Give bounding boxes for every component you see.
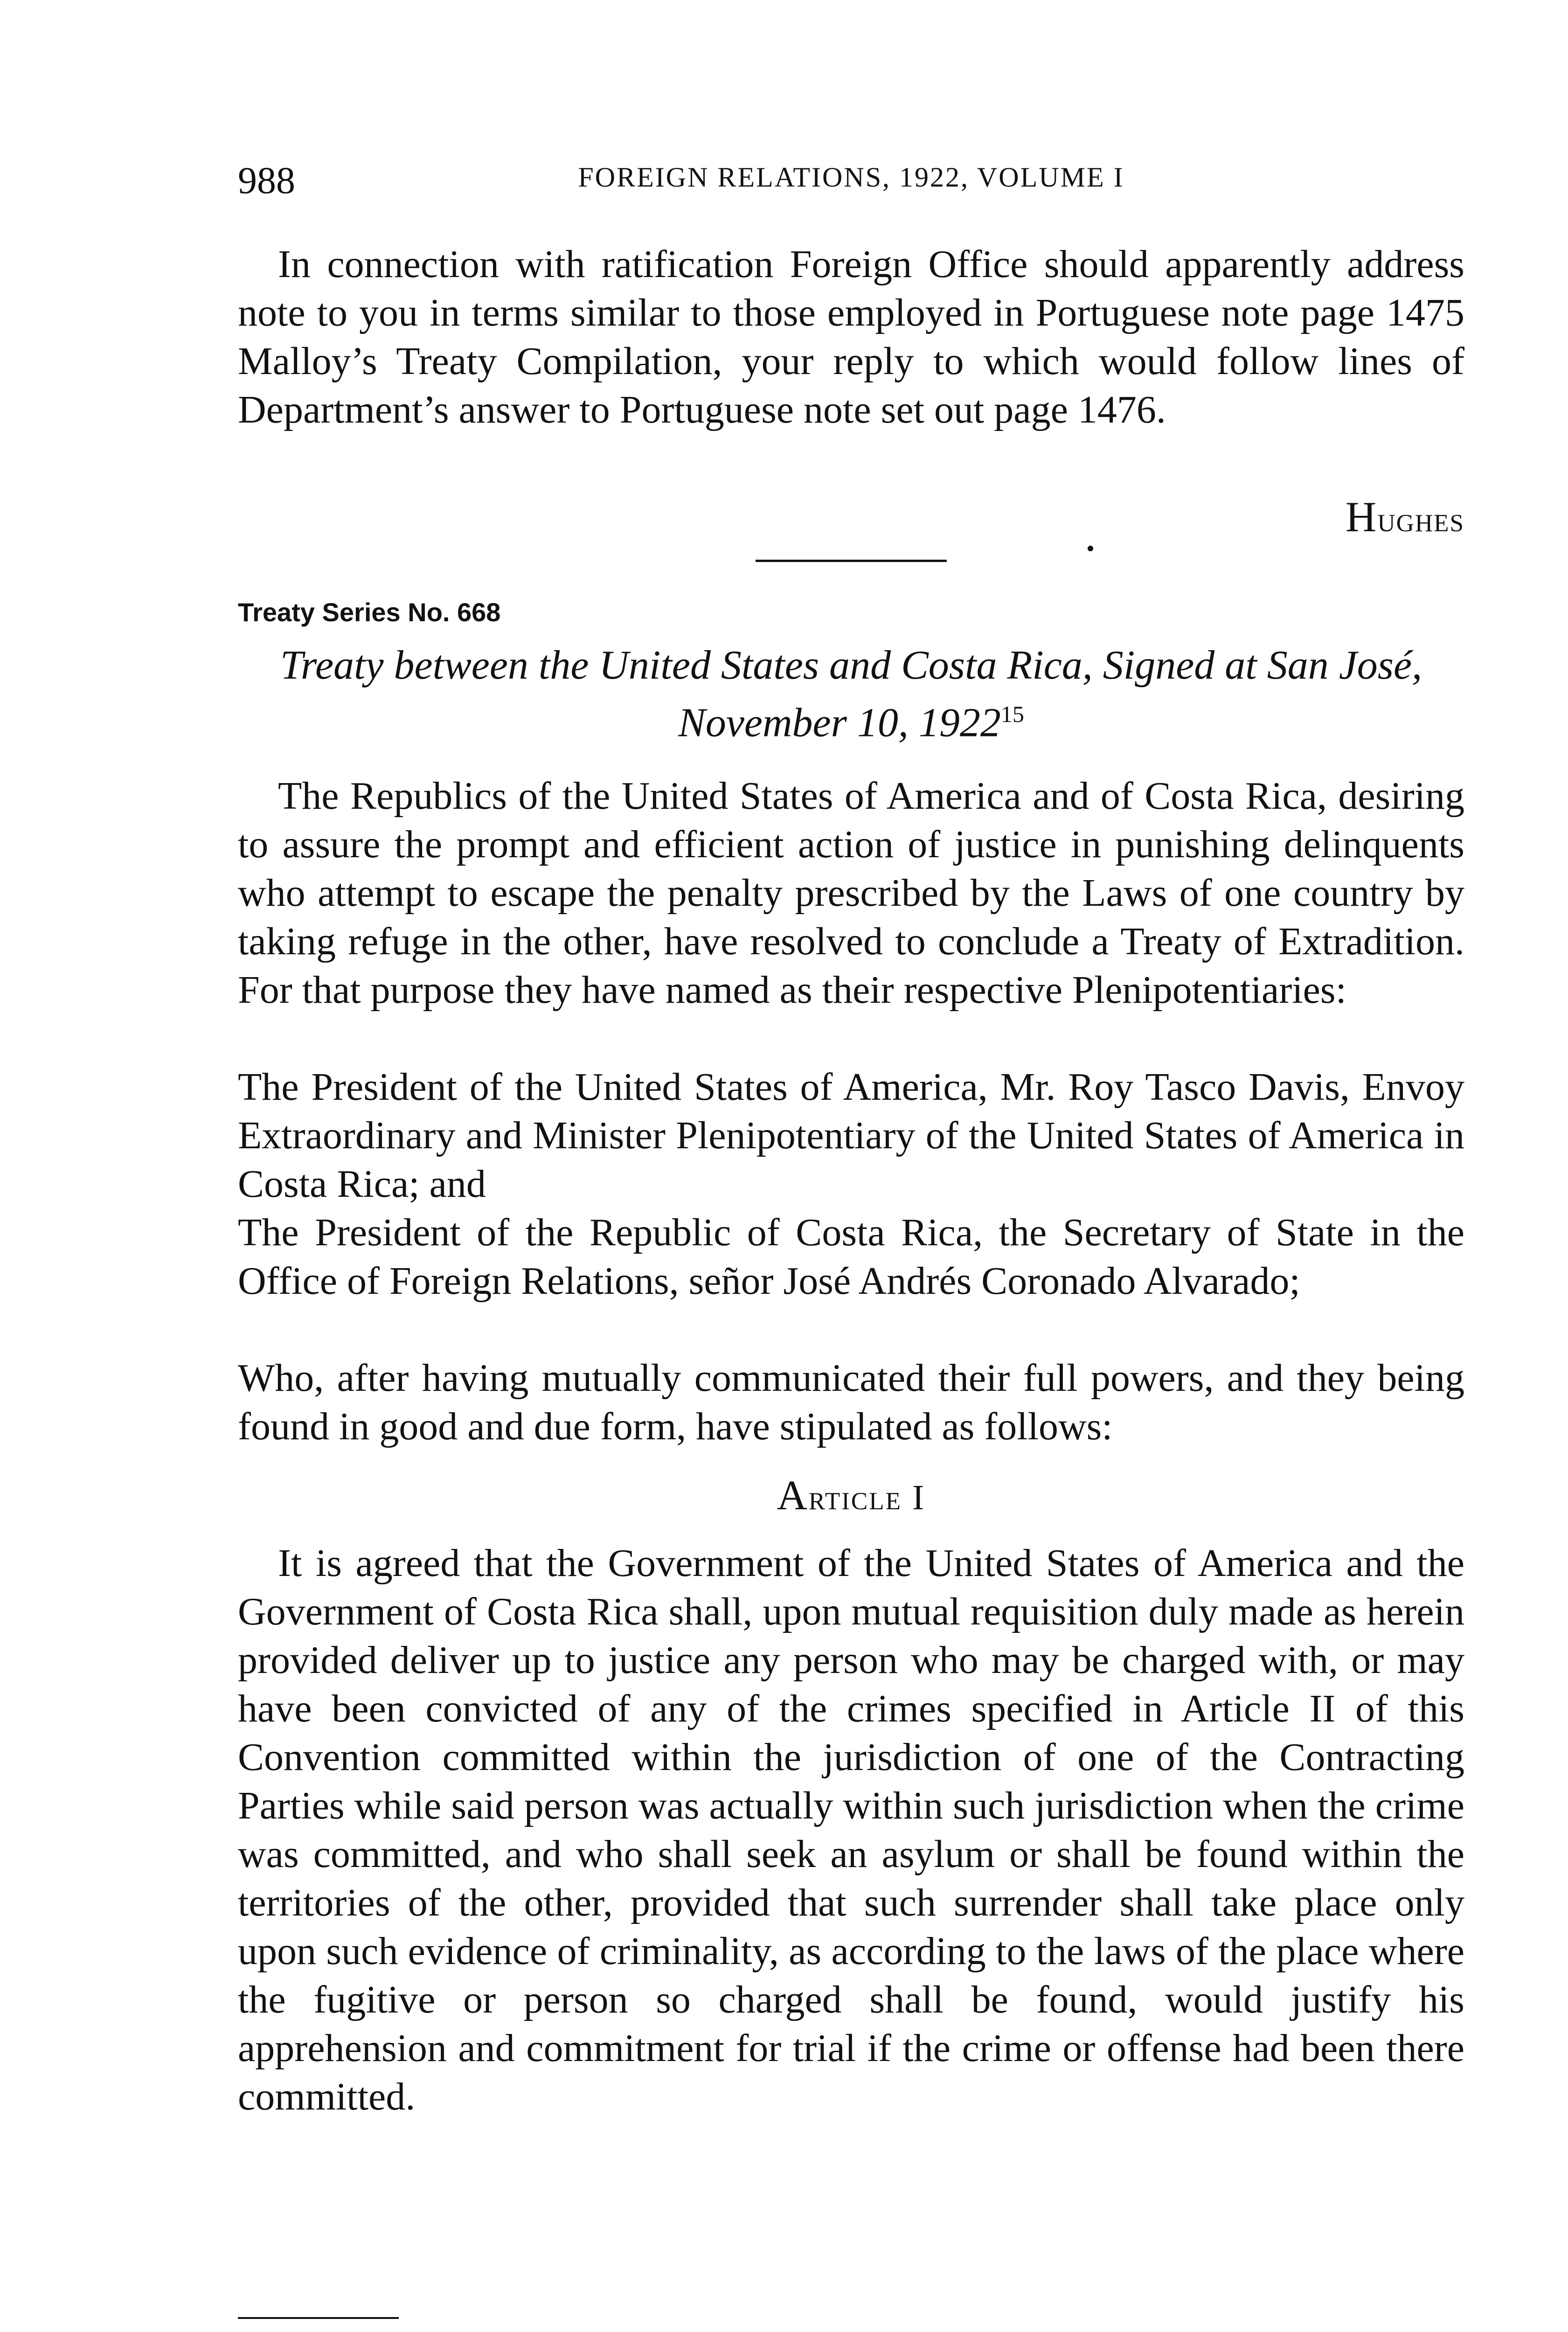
running-head: FOREIGN RELATIONS, 1922, VOLUME I [578,162,1124,193]
section-divider [756,560,947,562]
signature: Hughes [1345,493,1464,541]
treaty-series-label: Treaty Series No. 668 [238,597,501,627]
plenipotentiary-us: The President of the United States of America, Mr. Roy Tasco Davis, Envoy Extraordinary and Minister Plenipotentiary of the United States of America in Costa Rica; and [238,1065,1464,1206]
footnote-divider [238,2317,399,2319]
intro-paragraph: In connection with ratification Foreign Office should apparently address note to you in terms similar to those employed in Portuguese note page 1475 Malloy’s Treaty Compilation, your reply to which would follow lines of Department’s answer to Portuguese note set out page 1476. [238,243,1464,431]
article-heading: Article I [777,1472,926,1519]
page-header [238,159,1464,201]
page-number: 988 [238,159,295,201]
preamble-paragraph: The Republics of the United States of America and of Costa Rica, desiring to assure the prompt and efficient action of justice in punishing delinquents who attempt to escape the penalty prescribed by the Laws of one country by taking refuge in the other, have resolved to conclude a Treaty of Extradition. For that purpose they have named as their respective Plenipotentiaries: [238,774,1464,1012]
stray-mark [1088,546,1093,551]
treaty-title [238,641,1464,747]
treaty-title-text: Treaty between the United States and Costa Rica, Signed at San José, November 10, 1922 [280,643,1422,746]
footnote-ref: 15 [1000,701,1024,727]
plenipotentiary-cr: The President of the Republic of Costa Rica, the Secretary of State in the Office of Foreign Relations, señor José Andrés Coronado Alvarado; [238,1211,1464,1303]
powers-clause: Who, after having mutually communicated their full powers, and they being found in good and due form, have stipulated as follows: [238,1356,1464,1448]
article-text: It is agreed that the Government of the United States of America and the Government of Costa Rica shall, upon mutual requisition duly made as herein provided deliver up to justice any person who may be charged with, or may have been convicted of any of the crimes specified in Article II of this Convention committed within the jurisdiction of one of the Contracting Parties while said person was actually within such jurisdiction when the crime was committed, and who shall seek an asylum or shall be found within the territories of the other, provided that such surrender shall take place only upon such evidence of criminality, as according to the laws of the place where the fugitive or person so charged shall be found, would justify his apprehension and commitment for trial if the crime or offense had been there committed. [238,1541,1464,2118]
